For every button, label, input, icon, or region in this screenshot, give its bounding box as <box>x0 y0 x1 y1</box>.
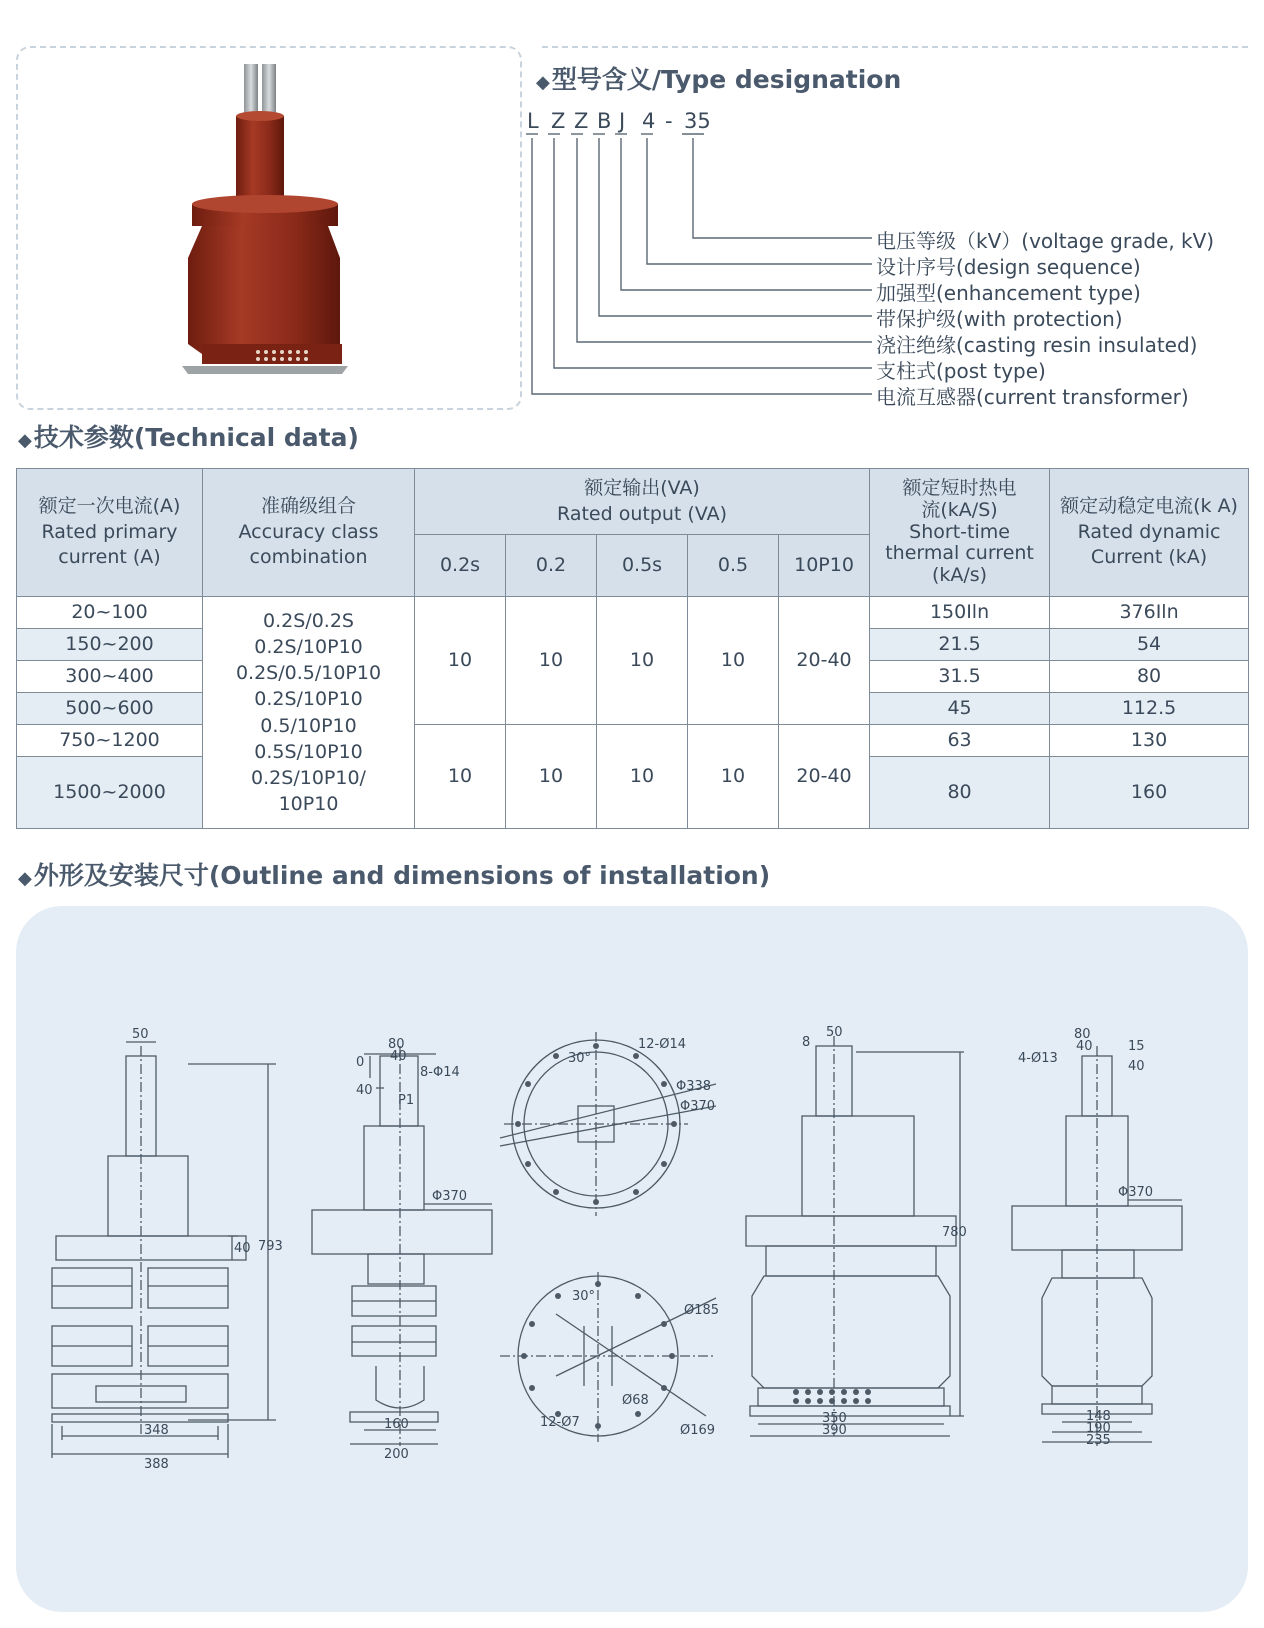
table-row <box>17 597 1249 629</box>
dim-front-50: 50 <box>132 1027 149 1042</box>
dim-bottom-holes: 12-Ø7 <box>540 1415 580 1430</box>
cell-dynamic: 130 <box>1050 725 1249 757</box>
dim-altside-holes: 4-Ø13 <box>1018 1051 1058 1066</box>
dim-side-p1: P1 <box>398 1093 415 1108</box>
dim-altfront-50: 50 <box>826 1025 843 1040</box>
header-rated-primary <box>17 469 203 597</box>
cell-thermal: 150Iln <box>870 597 1050 629</box>
dim-front-40: 40 <box>234 1241 251 1256</box>
dim-bottom-phi185: Ø185 <box>684 1303 720 1318</box>
meaning-current-transformer: 电流互感器(current transformer) <box>876 385 1189 409</box>
code-letter-4: B <box>597 109 612 133</box>
header-thermal <box>870 469 1050 597</box>
dim-altside-190: 190 <box>1086 1421 1111 1436</box>
cell-current: 300~400 <box>17 661 203 693</box>
meaning-enhancement: 加强型(enhancement type) <box>876 281 1141 305</box>
cell-output: 10 <box>597 597 688 725</box>
cell-thermal: 63 <box>870 725 1050 757</box>
dim-front-793: 793 <box>258 1239 283 1254</box>
accuracy-line: 0.2S/10P10/ <box>251 766 366 789</box>
outline-heading <box>18 856 770 892</box>
header-text: 准确级组合 <box>260 495 356 518</box>
dim-altside-148: 148 <box>1086 1409 1111 1424</box>
product-photo <box>18 48 520 408</box>
dim-altside-40b: 40 <box>1128 1059 1145 1074</box>
header-accuracy <box>203 469 415 597</box>
header-text: combination <box>249 546 368 569</box>
accuracy-line: 0.2S/0.2S <box>263 609 354 632</box>
dim-altside-80: 80 <box>1074 1027 1091 1042</box>
cell-thermal: 31.5 <box>870 661 1050 693</box>
section-divider <box>542 46 1248 48</box>
cell-output: 10 <box>506 597 597 725</box>
dim-altside-phi370: Φ370 <box>1118 1185 1154 1200</box>
cell-output: 10 <box>688 725 779 829</box>
cell-dynamic: 54 <box>1050 629 1249 661</box>
meaning-voltage: 电压等级（kV）(voltage grade, kV) <box>876 229 1215 253</box>
cell-dynamic: 112.5 <box>1050 693 1249 725</box>
header-text: 额定短时热电 <box>902 476 1017 499</box>
bottom-view-drawing <box>500 1272 716 1442</box>
dimension-labels <box>132 1025 1153 1472</box>
header-text: thermal current <box>885 542 1034 565</box>
cell-output: 10 <box>597 725 688 829</box>
header-text: 额定一次电流(A) <box>38 495 181 518</box>
header-text: 额定动稳定电流(k A) <box>1060 495 1238 518</box>
meaning-casting-resin: 浇注绝缘(casting resin insulated) <box>876 333 1198 357</box>
designation-heading-text: 型号含义/Type designation <box>551 65 902 94</box>
meaning-post-type: 支柱式(post type) <box>876 359 1046 383</box>
header-text: Rated dynamic <box>1077 520 1221 543</box>
dim-altfront-390: 390 <box>822 1423 847 1438</box>
header-text: Rated output (VA) <box>557 502 728 525</box>
dim-altside-15: 15 <box>1128 1039 1145 1054</box>
table-row <box>17 725 1249 757</box>
cell-thermal: 45 <box>870 693 1050 725</box>
code-letter-3: Z <box>574 109 589 133</box>
dim-top-holes: 12-Ø14 <box>638 1037 687 1052</box>
dim-top-phi370: Φ370 <box>680 1099 716 1114</box>
dim-bottom-phi68: Ø68 <box>622 1393 649 1408</box>
top-view-drawing <box>500 1032 716 1216</box>
header-rated-output <box>415 469 870 535</box>
cell-output: 10 <box>415 725 506 829</box>
header-output-col: 0.2 <box>506 535 597 597</box>
meaning-protection: 带保护级(with protection) <box>876 307 1123 331</box>
header-output-col: 0.2s <box>415 535 506 597</box>
dim-front-348: 348 <box>144 1423 169 1438</box>
accuracy-line: 0.2S/10P10 <box>254 635 363 658</box>
cell-current: 20~100 <box>17 597 203 629</box>
dim-altside-40: 40 <box>1076 1039 1093 1054</box>
accuracy-line: 0.5/10P10 <box>260 714 357 737</box>
header-text: 流(kA/S) <box>921 498 998 521</box>
product-photo-frame <box>16 46 522 410</box>
outline-drawing-panel <box>16 906 1248 1612</box>
accuracy-line: 0.5S/10P10 <box>254 740 363 763</box>
dim-side-80: 80 <box>388 1037 405 1052</box>
dim-altfront-780: 780 <box>942 1225 967 1240</box>
header-output-col: 0.5 <box>688 535 779 597</box>
accuracy-line: 0.2S/0.5/10P10 <box>235 662 382 685</box>
cell-current: 750~1200 <box>17 725 203 757</box>
dim-altfront-8: 8 <box>802 1035 811 1050</box>
header-output-col: 10P10 <box>779 535 870 597</box>
outline-drawings <box>16 906 1248 1612</box>
diamond-bullet-icon: ◆ <box>18 430 32 451</box>
cell-current: 500~600 <box>17 693 203 725</box>
dim-side-40b: 40 <box>356 1083 373 1098</box>
dim-side-phi370: Φ370 <box>432 1189 468 1204</box>
dim-front-388: 388 <box>144 1457 169 1472</box>
cell-thermal: 21.5 <box>870 629 1050 661</box>
header-text: current (A) <box>58 546 161 569</box>
header-text: 额定输出(VA) <box>584 476 700 499</box>
header-text: Rated primary <box>41 520 178 543</box>
dim-altfront-350: 350 <box>822 1411 847 1426</box>
outline-heading-text: 外形及安装尺寸(Outline and dimensions of installation) <box>33 861 771 890</box>
cell-dynamic: 160 <box>1050 757 1249 829</box>
header-text: Accuracy class <box>238 520 379 543</box>
technical-heading <box>18 418 359 454</box>
dim-side-200: 200 <box>384 1447 409 1462</box>
accuracy-line: 10P10 <box>278 793 339 816</box>
header-text: Short-time <box>909 520 1010 543</box>
cell-output: 20-40 <box>779 725 870 829</box>
header-text: (kA/s) <box>931 564 988 587</box>
code-letter-5: J <box>619 109 626 133</box>
technical-data-table <box>16 468 1249 829</box>
cell-output: 10 <box>506 725 597 829</box>
dim-side-holes: 8-Φ14 <box>420 1065 460 1080</box>
cell-output: 10 <box>415 597 506 725</box>
accuracy-line: 0.2S/10P10 <box>254 688 363 711</box>
cell-output: 10 <box>688 597 779 725</box>
designation-leader-lines <box>520 130 880 410</box>
cell-current: 1500~2000 <box>17 757 203 829</box>
cell-dynamic: 80 <box>1050 661 1249 693</box>
cell-current: 150~200 <box>17 629 203 661</box>
code-letter-8: 35 <box>684 109 711 133</box>
designation-heading <box>536 60 901 96</box>
dim-bottom-angle: 30° <box>572 1289 596 1304</box>
dim-side-0: 0 <box>356 1055 365 1070</box>
alt-front-view-drawing <box>746 1036 964 1436</box>
cell-output: 20-40 <box>779 597 870 725</box>
dim-top-phi338: Φ338 <box>676 1079 712 1094</box>
cell-thermal: 80 <box>870 757 1050 829</box>
technical-heading-text: 技术参数(Technical data) <box>33 423 359 452</box>
meaning-design-sequence: 设计序号(design sequence) <box>876 255 1141 279</box>
cell-accuracy-combinations <box>203 597 415 829</box>
dim-top-angle: 30° <box>568 1051 592 1066</box>
diamond-bullet-icon: ◆ <box>536 72 550 93</box>
dim-side-160: 160 <box>384 1417 409 1432</box>
code-letter-6: 4 <box>642 109 656 133</box>
dim-bottom-phi169: Ø169 <box>680 1423 716 1438</box>
header-output-col: 0.5s <box>597 535 688 597</box>
header-dynamic <box>1050 469 1249 597</box>
code-letter-1: L <box>527 109 539 133</box>
dim-altside-235: 235 <box>1086 1433 1111 1448</box>
code-letter-7: - <box>665 109 673 133</box>
cell-dynamic: 376Iln <box>1050 597 1249 629</box>
alt-side-view-drawing <box>1012 1046 1182 1446</box>
diamond-bullet-icon: ◆ <box>18 868 32 889</box>
code-letter-2: Z <box>551 109 566 133</box>
header-text: Current (kA) <box>1090 546 1208 569</box>
dim-side-40: 40 <box>390 1049 407 1064</box>
